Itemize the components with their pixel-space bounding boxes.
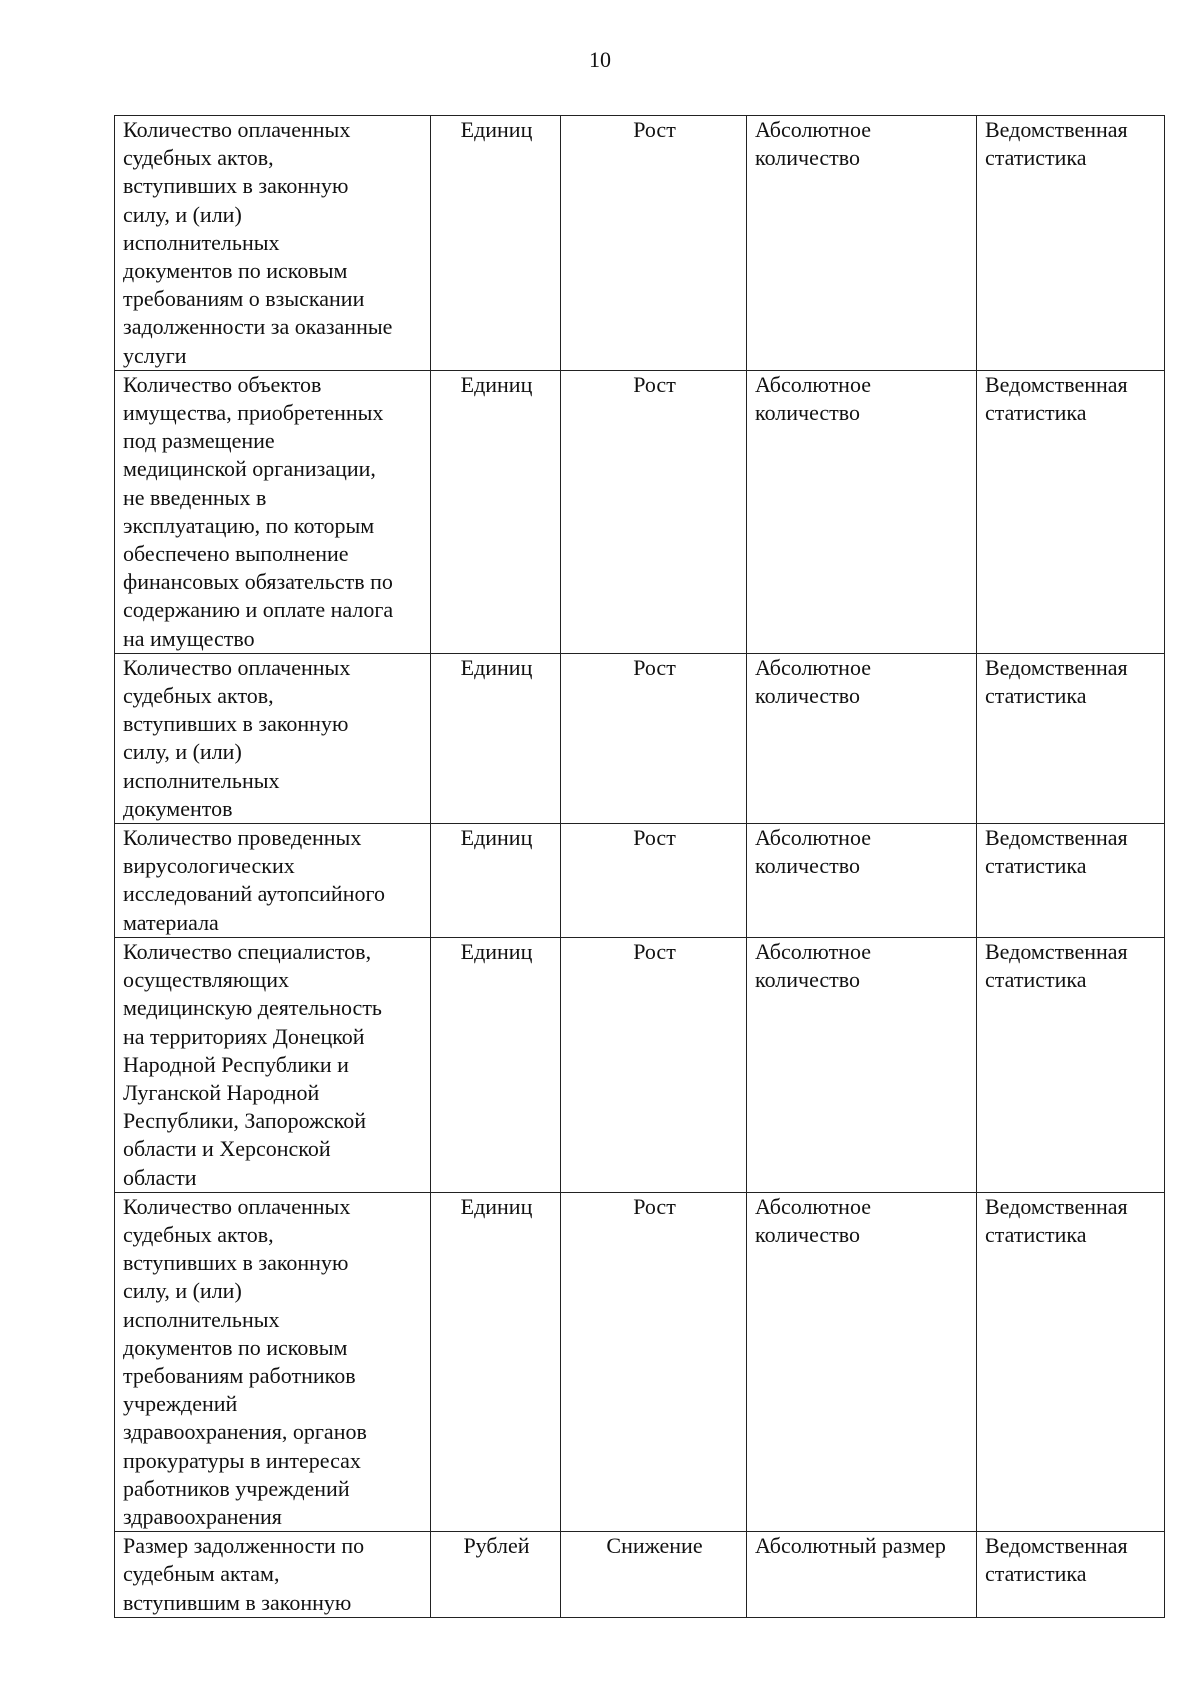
- table-row: [115, 116, 1165, 371]
- source-cell: Ведомственная статистика: [977, 370, 1165, 653]
- table-row: [115, 1532, 1165, 1618]
- source-cell: Ведомственная статистика: [977, 937, 1165, 1192]
- measure-type-cell: Абсолютное количество: [747, 824, 977, 938]
- unit-cell: Единиц: [431, 937, 561, 1192]
- direction-cell: Снижение: [561, 1532, 747, 1618]
- table-row: [115, 370, 1165, 653]
- unit-cell: Единиц: [431, 824, 561, 938]
- table-row: [115, 937, 1165, 1192]
- table-row: [115, 653, 1165, 823]
- measure-type-cell: Абсолютное количество: [747, 1192, 977, 1531]
- source-cell: Ведомственная статистика: [977, 653, 1165, 823]
- source-cell: Ведомственная статистика: [977, 824, 1165, 938]
- direction-cell: Рост: [561, 824, 747, 938]
- direction-cell: Рост: [561, 1192, 747, 1531]
- unit-cell: Единиц: [431, 1192, 561, 1531]
- unit-cell: Единиц: [431, 116, 561, 371]
- measure-type-cell: Абсолютное количество: [747, 937, 977, 1192]
- page-number: 10: [589, 47, 611, 72]
- indicator-name-cell: Количество объектов имущества, приобретенных под размещение медицинской организации, не введенных в эксплуатацию, по которым обеспечено выполнение финансовых обязательств по содержанию и оплате налога на имущество: [115, 370, 431, 653]
- source-cell: Ведомственная статистика: [977, 1192, 1165, 1531]
- measure-type-cell: Абсолютное количество: [747, 370, 977, 653]
- table-row: [115, 1192, 1165, 1531]
- unit-cell: Рублей: [431, 1532, 561, 1618]
- indicator-name-cell: Количество оплаченных судебных актов, вступивших в законную силу, и (или) исполнительных документов по исковым требованиям о взыскании задолженности за оказанные услуги: [115, 116, 431, 371]
- measure-type-cell: Абсолютный размер: [747, 1532, 977, 1618]
- table-row: [115, 824, 1165, 938]
- direction-cell: Рост: [561, 937, 747, 1192]
- indicator-name-cell: Количество проведенных вирусологических исследований аутопсийного материала: [115, 824, 431, 938]
- measure-type-cell: Абсолютное количество: [747, 653, 977, 823]
- indicator-table: [114, 115, 1165, 1618]
- unit-cell: Единиц: [431, 370, 561, 653]
- indicator-name-cell: Количество специалистов, осуществляющих медицинскую деятельность на территориях Донецкой Народной Республики и Луганской Народной Республики, Запорожской области и Херсонской области: [115, 937, 431, 1192]
- indicator-name-cell: Размер задолженности по судебным актам, вступившим в законную: [115, 1532, 431, 1618]
- direction-cell: Рост: [561, 370, 747, 653]
- unit-cell: Единиц: [431, 653, 561, 823]
- indicator-name-cell: Количество оплаченных судебных актов, вступивших в законную силу, и (или) исполнительных документов: [115, 653, 431, 823]
- source-cell: Ведомственная статистика: [977, 1532, 1165, 1618]
- direction-cell: Рост: [561, 653, 747, 823]
- indicator-name-cell: Количество оплаченных судебных актов, вступивших в законную силу, и (или) исполнительных документов по исковым требованиям работников учреждений здравоохранения, органов прокуратуры в интересах работников учреждений здравоохранения: [115, 1192, 431, 1531]
- source-cell: Ведомственная статистика: [977, 116, 1165, 371]
- measure-type-cell: Абсолютное количество: [747, 116, 977, 371]
- direction-cell: Рост: [561, 116, 747, 371]
